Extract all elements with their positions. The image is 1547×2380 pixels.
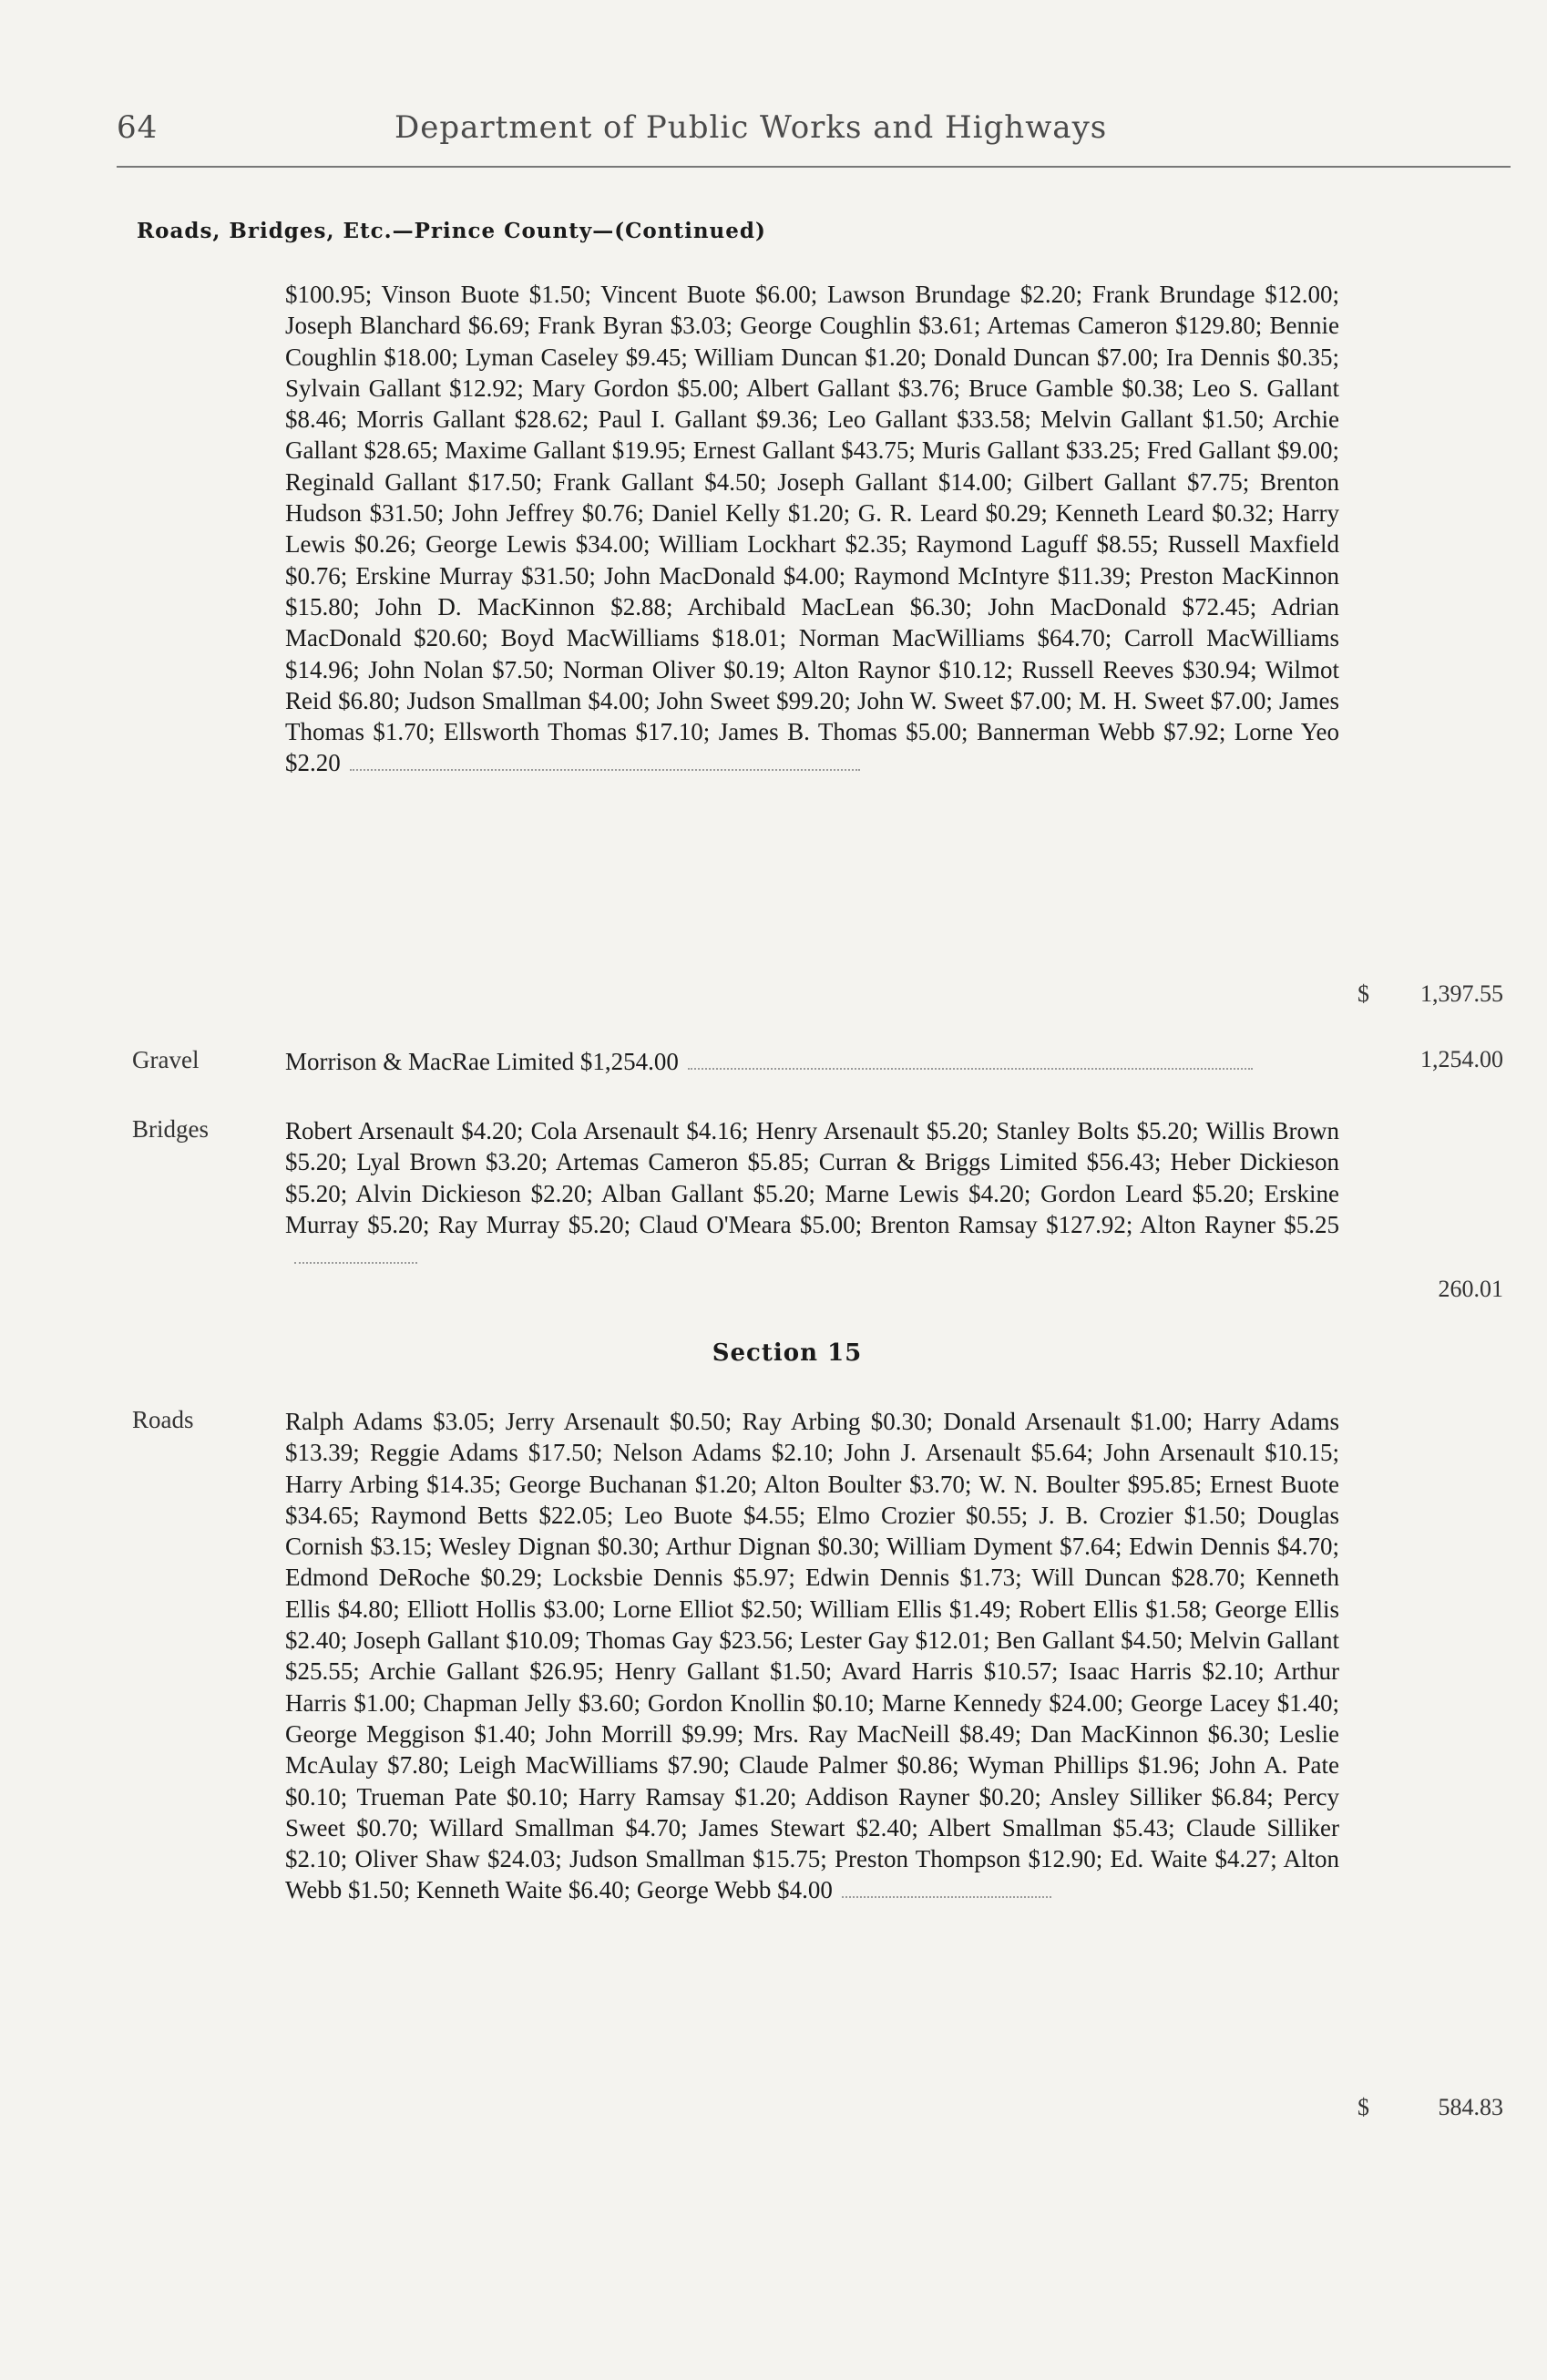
- dot-leader: [688, 1052, 1253, 1070]
- header-divider: [117, 166, 1511, 168]
- currency-symbol: $: [1357, 2094, 1369, 2120]
- section-heading: Roads, Bridges, Etc.—Prince County—(Continued): [137, 219, 766, 243]
- amount-value: 1,397.55: [1420, 980, 1503, 1007]
- entry-text: [285, 1406, 1339, 1906]
- entry-label: Gravel: [132, 1046, 200, 1073]
- entry-text-content: Robert Arsenault $4.20; Cola Arsenault $4.16; Henry Arsenault $5.20; Stanley Bolts $5.20; Willis Brown $5.20; Lyal Brown $3.20; Artemas Cameron $5.85; Curran & Briggs Limited $56.43; Heber Dickieson $5.20; Alvin Dickieson $2.20; Alban Gallant $5.20; Marne Lewis $4.20; Gordon Leard $5.20; Erskine Murray $5.20; Ray Murray $5.20; Claud O'Meara $5.00; Brenton Ramsay $127.92; Alton Rayner $5.25: [285, 1117, 1339, 1238]
- entry-label: Bridges: [132, 1115, 209, 1143]
- entry-text-content: $100.95; Vinson Buote $1.50; Vincent Buote $6.00; Lawson Brundage $2.20; Frank Brundage $12.00; Joseph Blanchard $6.69; Frank Byran $3.03; George Coughlin $3.61; Artemas Cameron $129.80; Bennie Coughlin $18.00; Lyman Caseley $9.45; William Duncan $1.20; Donald Duncan $7.00; Ira Dennis $0.35; Sylvain Gallant $12.92; Mary Gordon $5.00; Albert Gallant $3.76; Bruce Gamble $0.38; Leo S. Gallant $8.46; Morris Gallant $28.62; Paul I. Gallant $9.36; Leo Gallant $33.58; Melvin Gallant $1.50; Archie Gallant $28.65; Maxime Gallant $19.95; Ernest Gallant $43.75; Muris Gallant $33.25; Fred Gallant $9.00; Reginald Gallant $17.50; Frank Gallant $4.50; Joseph Gallant $14.00; Gilbert Gallant $7.75; Brenton Hudson $31.50; John Jeffrey $0.76; Daniel Kelly $1.20; G. R. Leard $0.29; Kenneth Leard $0.32; Harry Lewis $0.26; George Lewis $34.00; William Lockhart $2.35; Raymond Laguff $8.55; Russell Maxfield $0.76; Erskine Murray $31.50; John MacDonald $4.00; Raymond McIntyre $11.39; Preston MacKinnon $15.80; John D. MacKinnon $2.88; Archibald MacLean $6.30; John MacDonald $72.45; Adrian MacDonald $20.60; Boyd MacWilliams $18.01; Norman MacWilliams $64.70; Carroll MacWilliams $14.96; John Nolan $7.50; Norman Oliver $0.19; Alton Raynor $10.12; Russell Reeves $30.94; Wilmot Reid $6.80; Judson Smallman $4.00; John Sweet $99.20; John W. Sweet $7.00; M. H. Sweet $7.00; James Thomas $1.70; Ellsworth Thomas $17.10; James B. Thomas $5.00; Bannerman Webb $7.92; Lorne Yeo $2.20: [285, 281, 1339, 777]
- page-number: 64: [117, 109, 159, 146]
- page-header: [117, 109, 1511, 164]
- entry-text: [285, 1115, 1339, 1271]
- section-15-heading: Section 15: [712, 1339, 863, 1367]
- entry-amount: [1362, 1046, 1503, 1073]
- entry-amount: [1357, 2094, 1503, 2121]
- entry-amount: [1362, 1276, 1503, 1303]
- dot-leader: [842, 1880, 1051, 1898]
- amount-value: 1,254.00: [1420, 1046, 1503, 1072]
- dot-leader: [294, 1246, 417, 1264]
- entry-text-content: Ralph Adams $3.05; Jerry Arsenault $0.50; Ray Arbing $0.30; Donald Arsenault $1.00; Harry Adams $13.39; Reggie Adams $17.50; Nelson Adams $2.10; John J. Arsenault $5.64; John Arsenault $10.15; Harry Arbing $14.35; George Buchanan $1.20; Alton Boulter $3.70; W. N. Boulter $95.85; Ernest Buote $34.65; Raymond Betts $22.05; Leo Buote $4.55; Elmo Crozier $0.55; J. B. Crozier $1.50; Douglas Cornish $3.15; Wesley Dignan $0.30; Arthur Dignan $0.30; William Dyment $7.64; Edwin Dennis $4.70; Edmond DeRoche $0.29; Locksbie Dennis $5.97; Edwin Dennis $1.73; Will Duncan $28.70; Kenneth Ellis $4.80; Elliott Hollis $3.00; Lorne Elliot $2.50; William Ellis $1.49; Robert Ellis $1.58; George Ellis $2.40; Joseph Gallant $10.09; Thomas Gay $23.56; Lester Gay $12.01; Ben Gallant $4.50; Melvin Gallant $25.55; Archie Gallant $26.95; Henry Gallant $1.50; Avard Harris $10.57; Isaac Harris $2.10; Arthur Harris $1.00; Chapman Jelly $3.60; Gordon Knollin $0.10; Marne Kennedy $24.00; George Lacey $1.40; George Meggison $1.40; John Morrill $9.99; Mrs. Ray MacNeill $8.49; Dan MacKinnon $6.30; Leslie McAulay $7.80; Leigh MacWilliams $7.90; Claude Palmer $0.86; Wyman Phillips $1.96; John A. Pate $0.10; Trueman Pate $0.10; Harry Ramsay $1.20; Addison Rayner $0.20; Ansley Silliker $6.84; Percy Sweet $0.70; Willard Smallman $4.70; James Stewart $2.40; Albert Smallman $5.43; Claude Silliker $2.10; Oliver Shaw $24.03; Judson Smallman $15.75; Preston Thompson $12.90; Ed. Waite $4.27; Alton Webb $1.50; Kenneth Waite $6.40; George Webb $4.00: [285, 1408, 1339, 1904]
- entry-amount: [1357, 980, 1503, 1008]
- entry-text: [285, 279, 1339, 779]
- entry-text-content: Morrison & MacRae Limited $1,254.00: [285, 1048, 679, 1075]
- currency-symbol: $: [1357, 980, 1369, 1007]
- entry-label: Roads: [132, 1406, 194, 1433]
- amount-value: 260.01: [1438, 1276, 1503, 1302]
- entry-text: [285, 1046, 1339, 1077]
- amount-value: 584.83: [1438, 2094, 1503, 2120]
- page-title: Department of Public Works and Highways: [394, 109, 1108, 146]
- dot-leader: [350, 753, 860, 771]
